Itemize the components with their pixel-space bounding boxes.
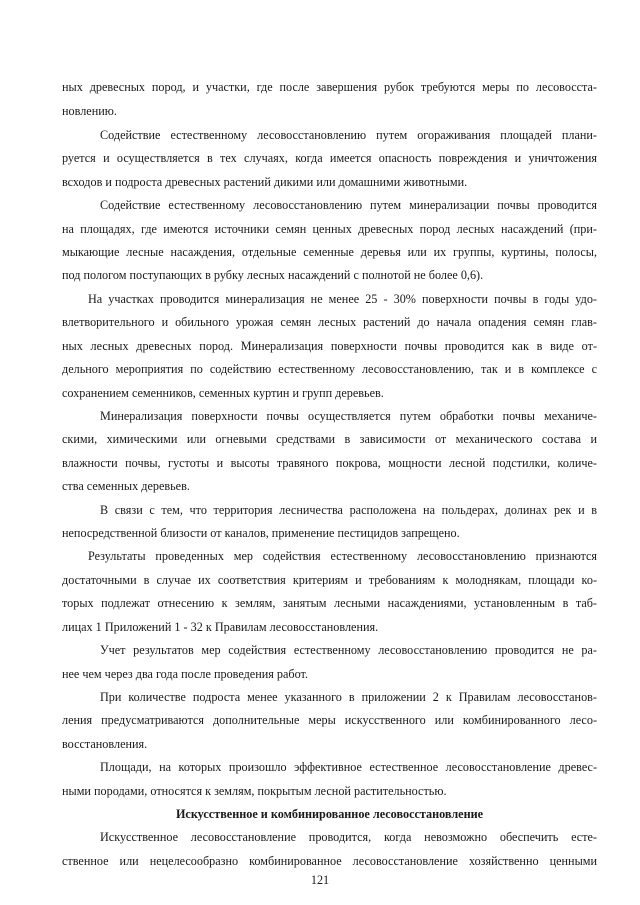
text-line: влажности почвы, густоты и высоты травяного покрова, мощности лесной подстилки, количе- — [62, 456, 597, 470]
text-line: ных лесных древесных пород. Минерализация поверхности почвы проводится как в виде от- — [62, 339, 597, 353]
text-line: Содействие естественному лесовосстановлению путем огораживания площадей плани- — [100, 128, 597, 142]
text-line: влетворительного и обильного урожая семян лесных растений до начала опадения семян глав- — [62, 315, 597, 329]
text-line: руется и осуществляется в тех случаях, когда имеется опасность повреждения и уничтожения — [62, 151, 597, 165]
text-line: В связи с тем, что территория лесничества расположена на польдерах, долинах рек и в — [100, 503, 597, 517]
text-line: под пологом поступающих в рубку лесных насаждений с полнотой не более 0,6). — [62, 268, 484, 282]
text-line: скими, химическими или огневыми средствами в зависимости от механического состава и — [62, 432, 597, 446]
text-line: При количестве подроста менее указанного в приложении 2 к Правилам лесовосстанов- — [100, 690, 597, 704]
text-line: восстановления. — [62, 737, 148, 751]
text-line: ственное или нецелесообразно комбинированное лесовосстановление хозяйственно ценными — [62, 854, 597, 868]
text-line: Площади, на которых произошло эффективное естественное лесовосстановление древес- — [100, 760, 597, 774]
text-line: лицах 1 Приложений 1 - 32 к Правилам лесовосстановления. — [62, 620, 379, 634]
text-line: Учет результатов мер содействия естественному лесовосстановлению проводится не ра- — [100, 643, 597, 657]
text-line: Содействие естественному лесовосстановлению путем минерализации почвы проводится — [100, 198, 597, 212]
text-line: ными породами, относятся к землям, покрытым лесной растительностью. — [62, 784, 447, 798]
text-line: На участках проводится минерализация не менее 25 - 30% поверхности почвы в годы удо- — [88, 292, 597, 306]
text-line: ства семенных деревьев. — [62, 479, 190, 493]
page-number: 121 — [310, 873, 330, 887]
text-line: торых подлежат отнесению к землям, занятым лесными насаждениями, установленным в таб- — [62, 596, 597, 610]
text-line: новлению. — [62, 104, 117, 118]
text-line: непосредственной близости от каналов, применение пестицидов запрещено. — [62, 526, 460, 540]
text-line: дельного мероприятия по содействию естественному лесовосстановлению, так и в комплексе с — [62, 362, 597, 376]
text-line: достаточными в случае их соответствия критериям и требованиям к молоднякам, площади ко- — [62, 573, 597, 587]
text-line: мыкающие лесные насаждения, отдельные семенные деревья или их группы, куртины, полосы, — [62, 245, 597, 259]
text-line: Минерализация поверхности почвы осуществляется путем обработки почвы механиче- — [100, 409, 597, 423]
text-line: Искусственное лесовосстановление проводится, когда невозможно обеспечить есте- — [100, 830, 597, 844]
text-line: сохранением семенников, семенных куртин и групп деревьев. — [62, 386, 384, 400]
text-line: всходов и подроста древесных растений дикими или домашними животными. — [62, 175, 468, 189]
text-line: ления предусматриваются дополнительные меры искусственного или комбинированного лесо- — [62, 713, 597, 727]
text-line: Результаты проведенных мер содействия естественному лесовосстановлению признаются — [88, 549, 597, 563]
section-heading: Искусственное и комбинированное лесовосстановление — [175, 807, 484, 821]
text-line: нее чем через два года после проведения работ. — [62, 667, 308, 681]
text-line: ных древесных пород, и участки, где после завершения рубок требуются меры по лесовосста- — [62, 80, 597, 94]
text-line: на площадях, где имеются источники семян ценных древесных пород лесных насаждений (при- — [62, 222, 597, 236]
